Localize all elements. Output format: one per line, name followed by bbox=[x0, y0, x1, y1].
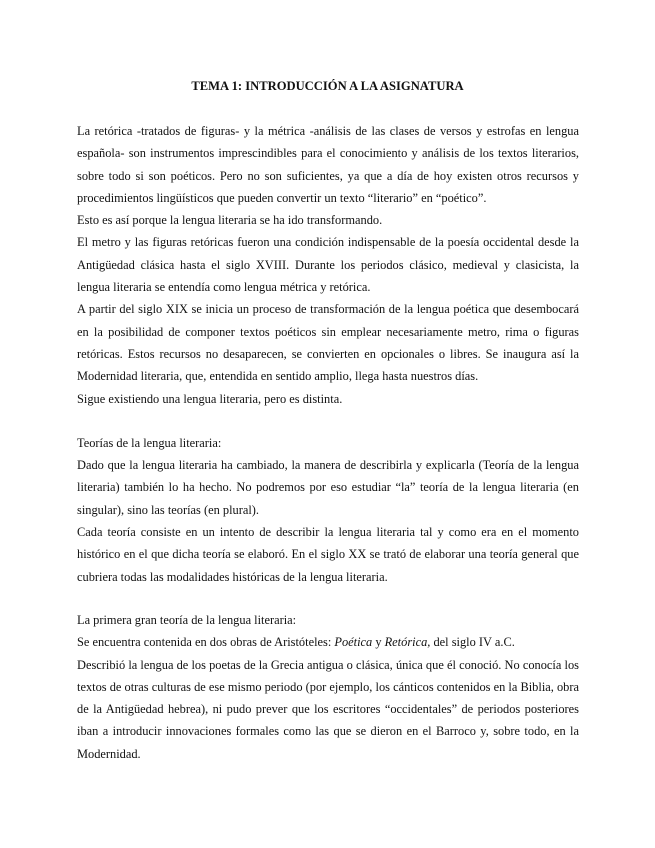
paragraph-theories-change: Dado que la lengua literaria ha cambiado, la manera de describirla y explicarla (Teoría de la lengua literaria) también lo ha hecho. No podremos por eso estudiar “la” teoría de la lengua literaria (en singular), sino las teorías (en plural). bbox=[77, 458, 579, 517]
document-title: TEMA 1: INTRODUCCIÓN A LA ASIGNATURA bbox=[191, 79, 464, 93]
paragraph-greek-poets: Describió la lengua de los poetas de la Grecia antigua o clásica, única que él conoció. No conocía los textos de otras culturas de ese mismo periodo (por ejemplo, los cánticos contenidos en la Biblia, obra de la Antigüedad hebrea), ni pudo prever que los escritores “occidentales” de periodos posteriores iban a introducir innovaciones formales como las que se dieron en el Barroco y, sobre todo, en la Modernidad. bbox=[77, 657, 579, 761]
section-heading-first-theory: La primera gran teoría de la lengua literaria: bbox=[77, 612, 297, 627]
document-body bbox=[77, 120, 579, 765]
work-title-poetica: Poética bbox=[334, 635, 373, 650]
conjunction-text: y bbox=[372, 635, 385, 650]
paragraph-each-theory: Cada teoría consiste en un intento de describir la lengua literaria tal y como era en el momento histórico en el que dicha teoría se elaboró. En el siglo XX se trató de elaborar una teoría general que cubriera todas las modalidades históricas de la lengua literaria. bbox=[77, 525, 579, 584]
paragraph-aristotle-works bbox=[77, 631, 579, 653]
paragraph-rhetoric-metrics: La retórica -tratados de figuras- y la métrica -análisis de las clases de versos y estrofas en lengua española- son instrumentos imprescindibles para el conocimiento y análisis de los textos literarios, sobre todo si son poéticos. Pero no son suficientes, ya que a día de hoy existen otros recursos y procedimientos lingüísticos que pueden convertir un texto “literario” en “poético”. bbox=[77, 124, 579, 205]
paragraph-transformation-note: Esto es así porque la lengua literaria se ha ido transformando. bbox=[77, 213, 383, 228]
paragraph-nineteenth-century: A partir del siglo XIX se inicia un proceso de transformación de la lengua poética que desembocará en la posibilidad de componer textos poéticos sin emplear necesariamente metro, rima o figuras retóricas. Estos recursos no desaparecen, se convierten en opcionales o libres. Se inaugura así la Modernidad literaria, que, entendida en sentido amplio, llega hasta nuestros días. bbox=[77, 302, 579, 384]
work-title-retorica: Retórica, bbox=[384, 635, 431, 650]
section-heading-theories: Teorías de la lengua literaria: bbox=[77, 435, 222, 450]
aristotle-intro-text: Se encuentra contenida en dos obras de Aristóteles: bbox=[77, 635, 335, 650]
century-text: del siglo IV a.C. bbox=[430, 635, 515, 650]
paragraph-classical-periods: El metro y las figuras retóricas fueron una condición indispensable de la poesía occidental desde la Antigüedad clásica hasta el siglo XVIII. Durante los periodos clásico, medieval y clasicista, la lengua literaria se entendía como lengua métrica y retórica. bbox=[77, 235, 579, 295]
paragraph-still-literary: Sigue existiendo una lengua literaria, pero es distinta. bbox=[77, 391, 343, 406]
